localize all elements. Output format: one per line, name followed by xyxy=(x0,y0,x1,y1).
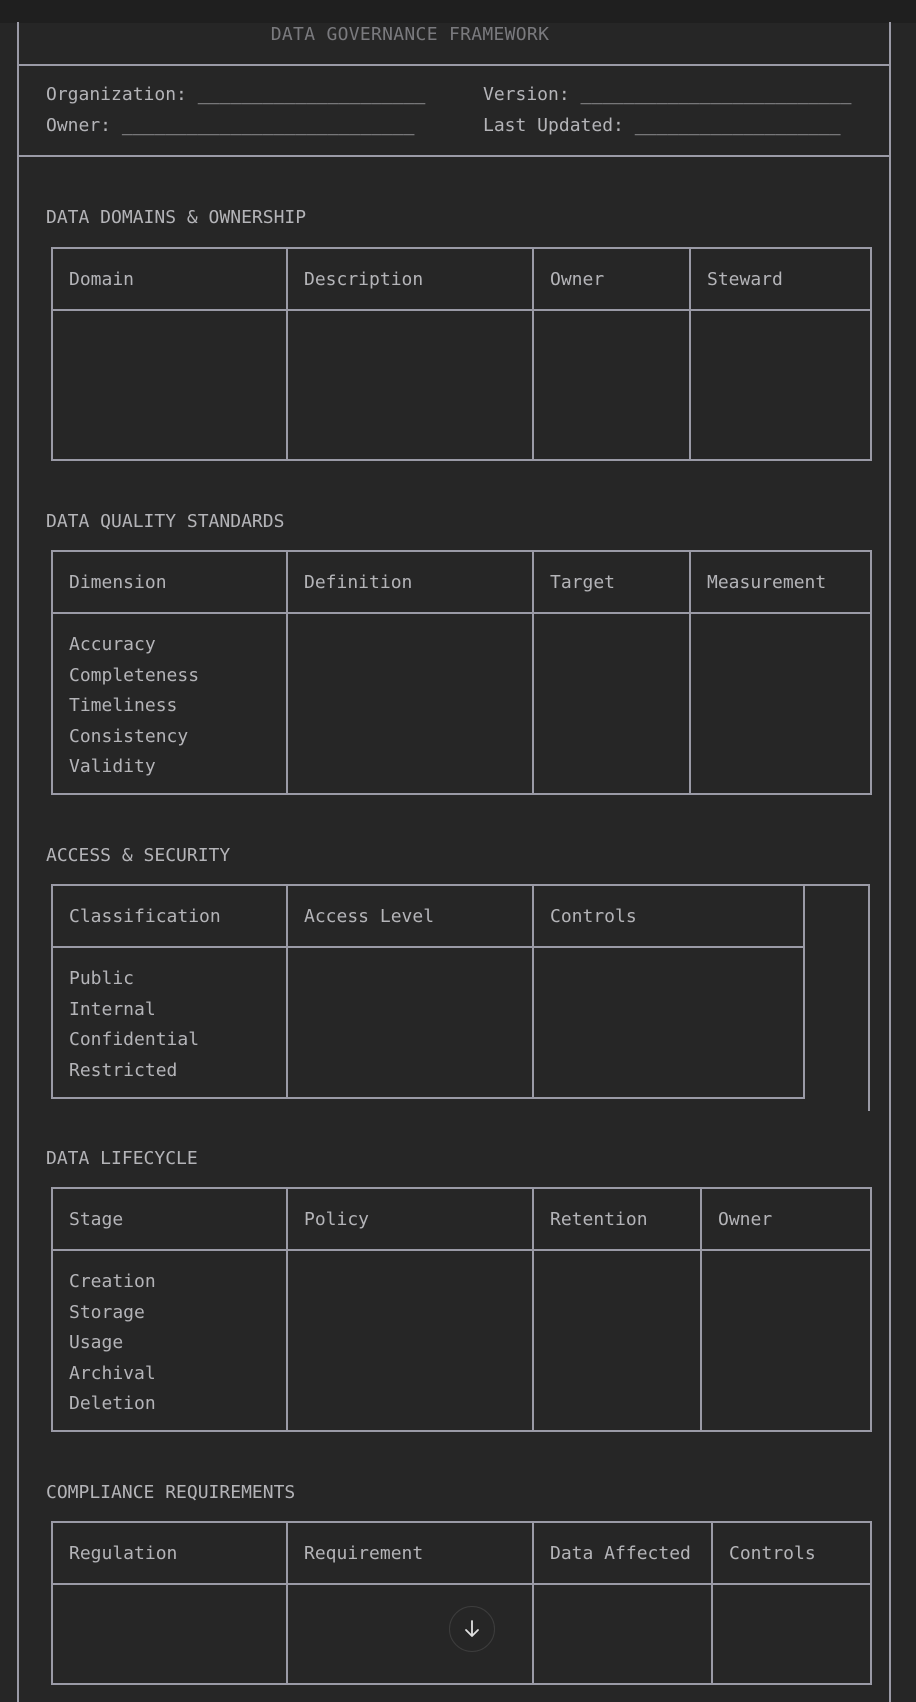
version-field: Version: _________________________ xyxy=(483,84,852,105)
document-title: DATA GOVERNANCE FRAMEWORK xyxy=(270,24,550,45)
domains-table xyxy=(51,247,872,461)
list-item: Accuracy xyxy=(69,634,156,655)
table-cell xyxy=(533,310,690,460)
table-cell xyxy=(52,613,287,794)
column-header: Classification xyxy=(52,885,287,947)
table-cell xyxy=(533,947,804,1098)
arrow-down-icon xyxy=(463,1619,481,1639)
list-item: Consistency xyxy=(69,725,189,747)
table-outer-border xyxy=(868,884,870,1111)
column-header: Controls xyxy=(533,885,804,947)
column-header: Policy xyxy=(287,1188,533,1250)
column-header: Domain xyxy=(52,248,287,310)
top-bar xyxy=(0,0,916,23)
table-cell xyxy=(533,613,690,794)
table-cell xyxy=(533,1250,701,1431)
owner-field: Owner: ___________________________ xyxy=(46,115,415,136)
column-header: Measurement xyxy=(690,551,871,613)
section-title-domains: DATA DOMAINS & OWNERSHIP xyxy=(46,207,307,228)
section-title-access: ACCESS & SECURITY xyxy=(46,845,231,866)
table-cell xyxy=(287,1584,533,1684)
list-item: Confidential xyxy=(69,1029,200,1050)
scroll-down-button[interactable] xyxy=(449,1606,495,1652)
column-header: Target xyxy=(533,551,690,613)
table-cell xyxy=(52,947,287,1098)
list-item: Internal xyxy=(69,998,156,1020)
compliance-table xyxy=(51,1521,872,1685)
table-cell xyxy=(701,1250,871,1431)
column-header: Owner xyxy=(533,248,690,310)
list-item: Usage xyxy=(69,1332,124,1353)
table-cell xyxy=(287,310,533,460)
table-row xyxy=(52,947,804,1098)
column-header: Access Level xyxy=(287,885,533,947)
list-item: Restricted xyxy=(69,1059,178,1081)
table-cell xyxy=(690,310,871,460)
organization-field: Organization: _____________________ xyxy=(46,84,426,105)
column-header: Retention xyxy=(533,1188,701,1250)
column-header: Dimension xyxy=(52,551,287,613)
table-cell xyxy=(52,1584,287,1684)
access-table xyxy=(51,884,805,1099)
list-item: Timeliness xyxy=(69,695,178,716)
table-cell xyxy=(287,947,533,1098)
lifecycle-table xyxy=(51,1187,872,1432)
section-title-compliance: COMPLIANCE REQUIREMENTS xyxy=(46,1482,296,1503)
column-header: Controls xyxy=(712,1522,871,1584)
divider xyxy=(17,155,891,157)
column-header: Stage xyxy=(52,1188,287,1250)
column-header: Data Affected xyxy=(533,1522,712,1584)
table-cell xyxy=(287,1250,533,1431)
section-title-quality: DATA QUALITY STANDARDS xyxy=(46,511,285,532)
quality-table xyxy=(51,550,872,795)
table-cell xyxy=(712,1584,871,1684)
column-header: Owner xyxy=(701,1188,871,1250)
list-item: Deletion xyxy=(69,1393,156,1414)
table-cell xyxy=(690,613,871,794)
table-cell xyxy=(52,310,287,460)
list-item: Creation xyxy=(69,1271,156,1292)
list-item: Validity xyxy=(69,756,156,777)
column-header: Definition xyxy=(287,551,533,613)
list-item: Archival xyxy=(69,1362,156,1384)
section-title-lifecycle: DATA LIFECYCLE xyxy=(46,1148,198,1169)
column-header: Steward xyxy=(690,248,871,310)
table-row xyxy=(52,1250,871,1431)
table-cell xyxy=(533,1584,712,1684)
table-row xyxy=(52,613,871,794)
table-row xyxy=(52,310,871,460)
last-updated-field: Last Updated: ___________________ xyxy=(483,115,841,136)
list-item: Storage xyxy=(69,1301,145,1323)
divider xyxy=(17,64,891,66)
table-cell xyxy=(287,613,533,794)
table-cell xyxy=(52,1250,287,1431)
column-header: Regulation xyxy=(52,1522,287,1584)
list-item: Completeness xyxy=(69,664,200,686)
column-header: Requirement xyxy=(287,1522,533,1584)
column-header: Description xyxy=(287,248,533,310)
list-item: Public xyxy=(69,968,135,989)
